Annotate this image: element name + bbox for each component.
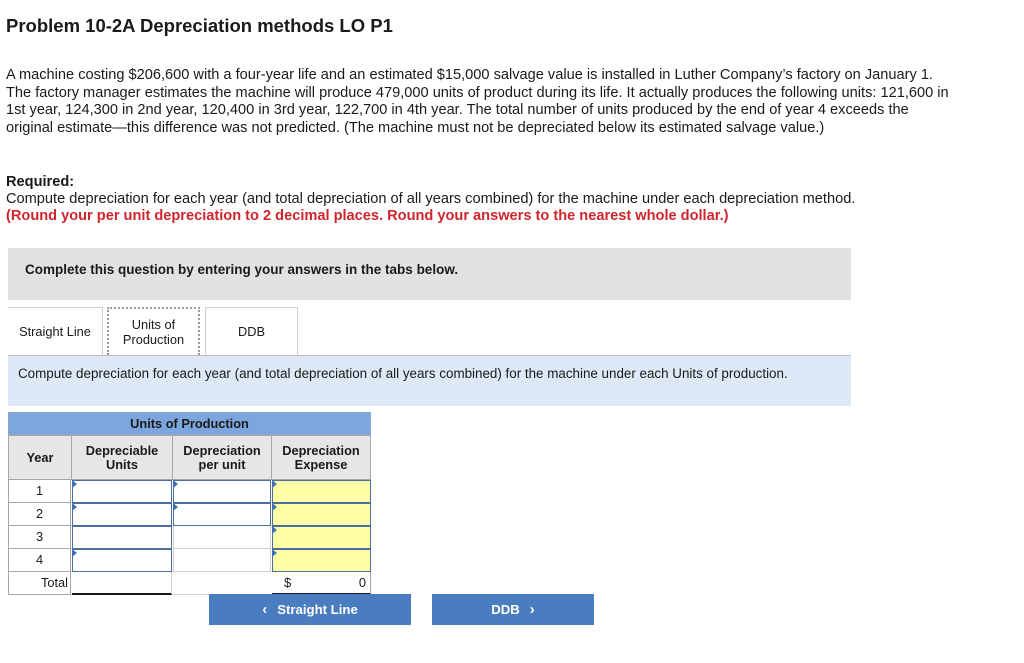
depreciation-per-unit-input-year-2[interactable] xyxy=(173,503,271,526)
table-row xyxy=(8,480,371,503)
input-marker-icon xyxy=(272,549,277,557)
table-row xyxy=(8,503,371,526)
col-header-depreciable-units-label: Depreciable Units xyxy=(85,442,159,472)
col-header-depreciation-per-unit-label: Depreciation per unit xyxy=(183,442,261,472)
year-cell: 3 xyxy=(8,526,71,549)
tab-ddb[interactable]: DDB xyxy=(205,307,298,355)
col-header-year: Year xyxy=(8,435,72,480)
prev-tab-label: Straight Line xyxy=(277,602,358,617)
next-tab-button[interactable] xyxy=(432,594,594,625)
blank-cell xyxy=(173,526,271,549)
total-label: Total xyxy=(8,572,71,595)
input-marker-icon xyxy=(272,526,277,534)
complete-prompt-banner xyxy=(8,248,851,300)
input-marker-icon xyxy=(173,480,178,488)
total-row xyxy=(8,572,371,595)
total-blank-cell xyxy=(173,572,271,595)
depreciable-units-input-year-1[interactable] xyxy=(72,480,172,503)
depreciation-expense-input-year-2[interactable] xyxy=(272,503,371,526)
tab-units-of-production[interactable] xyxy=(107,307,200,355)
col-header-depreciation-per-unit xyxy=(172,435,272,480)
required-label: Required: xyxy=(6,174,75,190)
table-row xyxy=(8,526,371,549)
year-cell: 4 xyxy=(8,549,71,572)
depreciation-per-unit-input-year-1[interactable] xyxy=(173,480,271,503)
year-cell: 1 xyxy=(8,480,71,503)
col-header-depreciation-expense-label: Depreciation Expense xyxy=(282,442,360,472)
instruction-text: Compute depreciation for each year (and total depreciation of all years combined) for the machine under each Units of production. xyxy=(18,366,788,381)
problem-text: A machine costing $206,600 with a four-year life and an estimated $15,000 salvage value is installed in Luther Company’s factory on January 1. The factory manager estimates the machine will produce 479,000 units of product during its life. It actually produces the following units: 121,600 in 1st year, 124,300 in 2nd year, 120,400 in 3rd year, 122,700 in 4th year. The total number of units produced by the end of year 4 exceeds the original estimate—this difference was not predicted. (The machine must not be depreciated below its estimated salvage value.) xyxy=(6,67,949,136)
depreciation-expense-input-year-1[interactable] xyxy=(272,480,371,503)
instruction-banner xyxy=(8,356,851,406)
tab-units-of-production-label: Units of Production xyxy=(122,317,185,347)
col-header-depreciation-expense xyxy=(271,435,371,480)
col-header-depreciable-units xyxy=(71,435,173,480)
tab-straight-line[interactable]: Straight Line xyxy=(8,307,103,355)
input-marker-icon xyxy=(173,503,178,511)
chevron-left-icon: ‹ xyxy=(262,601,268,618)
tab-bar xyxy=(8,307,851,355)
page-title: Problem 10-2A Depreciation methods LO P1 xyxy=(6,15,393,36)
total-depreciable-units xyxy=(72,572,172,595)
depreciable-units-input-year-2[interactable] xyxy=(72,503,172,526)
year-cell: 2 xyxy=(8,503,71,526)
required-text: Compute depreciation for each year (and total depreciation of all years combined) for the machine under each depreciation method. xyxy=(6,191,856,207)
complete-prompt: Complete this question by entering your answers in the tabs below. xyxy=(25,262,459,277)
depreciation-expense-input-year-3[interactable] xyxy=(272,526,371,549)
blank-cell xyxy=(173,549,271,572)
input-marker-icon xyxy=(272,480,277,488)
depreciable-units-input-year-3[interactable] xyxy=(72,526,172,549)
table-title: Units of Production xyxy=(8,412,371,435)
next-tab-label: DDB xyxy=(491,602,520,617)
currency-symbol: $ xyxy=(284,575,292,590)
input-marker-icon xyxy=(272,503,277,511)
input-marker-icon xyxy=(72,503,77,511)
table-row xyxy=(8,549,371,572)
prev-tab-button[interactable] xyxy=(209,594,411,625)
input-marker-icon xyxy=(72,549,77,557)
depreciable-units-input-year-4[interactable] xyxy=(72,549,172,572)
total-depreciation-expense xyxy=(272,572,371,595)
chevron-right-icon: › xyxy=(529,601,535,618)
total-depreciation-value: 0 xyxy=(358,575,366,590)
depreciation-expense-input-year-4[interactable] xyxy=(272,549,371,572)
input-marker-icon xyxy=(72,480,77,488)
rounding-instruction: (Round your per unit depreciation to 2 decimal places. Round your answers to the nearest whole dollar.) xyxy=(6,208,729,224)
